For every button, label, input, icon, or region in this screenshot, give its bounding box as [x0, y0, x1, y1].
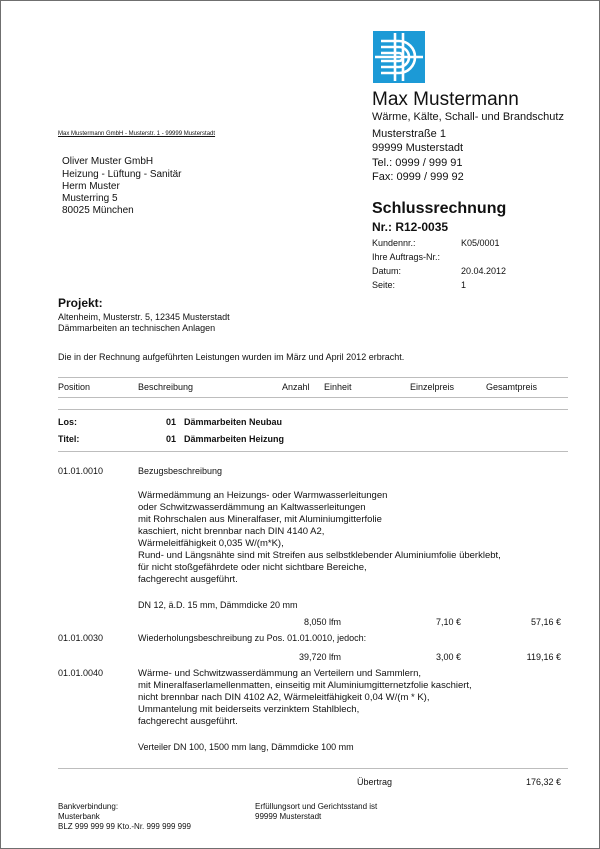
recipient-line-4: Musterring 5 [62, 193, 118, 204]
group-top-rule [58, 409, 568, 410]
company-street: Musterstraße 1 [372, 128, 446, 140]
recipient-line-1: Oliver Muster GmbH [62, 156, 154, 167]
recipient-line-3: Herm Muster [62, 181, 120, 192]
recipient-line-2: Heizung - Lüftung - Sanitär [62, 169, 182, 180]
item-1-title: Bezugsbeschreibung [138, 466, 223, 476]
group-bottom-rule [58, 451, 568, 452]
item-2-title: Wiederholungsbeschreibung zu Pos. 01.01.0010, jedoch: [138, 633, 367, 643]
invoice-number: Nr.: R12-0035 [372, 220, 449, 234]
field-value-date: 20.04.2012 [461, 266, 507, 276]
los-label: Los: [58, 417, 77, 427]
company-city: 99999 Musterstadt [372, 142, 464, 154]
field-value-page: 1 [461, 280, 467, 290]
col-header-position: Position [58, 382, 91, 392]
recipient-line-5: 80025 München [62, 205, 134, 216]
field-value-customer-no: K05/0001 [461, 238, 500, 248]
table-header-top-rule [58, 377, 568, 378]
titel-text: Dämmarbeiten Heizung [184, 434, 285, 444]
item-3-description: Wärme- und Schwitzwasserdämmung an Verteilern und Sammlern, mit Mineralfaserlamellenmatten, einseitig mit Aluminiumgitternetzfolie kaschiert, nicht brennbar nach DIN 4102 A2, Wärmeleitfähigkeit 0,04 W/(m * K), Ummantelung mit beiderseits verzinktem Stahlblech, fachgerecht ausgeführt. [138, 668, 472, 727]
carry-rule [58, 768, 568, 769]
company-tel: Tel.: 0999 / 999 91 [372, 157, 463, 169]
field-label-date: Datum: [372, 266, 402, 276]
carry-value: 176,32 € [525, 777, 561, 787]
sender-line: Max Mustermann GmbH - Musterstr. 1 - 99999 Musterstadt [58, 131, 216, 137]
titel-code: 01 [166, 434, 177, 444]
company-logo-icon [373, 31, 425, 83]
item-3-spec: Verteiler DN 100, 1500 mm lang, Dämmdicke 100 mm [138, 742, 354, 752]
item-1-position: 01.01.0010 [58, 466, 104, 476]
item-2-quantity: 39,720 lfm [298, 652, 341, 662]
company-tagline: Wärme, Kälte, Schall- und Brandschutz [372, 111, 564, 123]
field-label-customer-no: Kundennr.: [372, 238, 416, 248]
invoice-title: Schlussrechnung [372, 200, 507, 217]
item-2-unit-price: 3,00 € [435, 652, 461, 662]
item-3-position: 01.01.0040 [58, 668, 104, 678]
item-1-description: Wärmedämmung an Heizungs- oder Warmwasserleitungen oder Schwitzwasserdämmung an Kaltwasserleitungen mit Rohrschalen aus Mineralfaser, mit Aluminiumgitterfolie kaschiert, nicht brennbar nach DIN 4140 A2, Wärmeleitfähigkeit 0,035 W/(m*K), Rund- und Längsnähte sind mit Streifen aus selbstklebender Aluminiumfolie überklebt, für nicht stoßgefährdete oder nicht sichtbare Bereiche, fachgerecht ausgeführt. [138, 490, 501, 585]
los-text: Dämmarbeiten Neubau [184, 417, 283, 427]
footer-bank: Bankverbindung: Musterbank BLZ 999 999 99 Kto.-Nr. 999 999 999 [58, 802, 191, 831]
project-line-1: Altenheim, Musterstr. 5, 12345 Musterstadt [58, 312, 230, 322]
logo-graphic [373, 31, 425, 83]
col-header-quantity: Anzahl [282, 382, 310, 392]
col-header-unit-price: Einzelpreis [410, 382, 455, 392]
footer-place: Erfüllungsort und Gerichtsstand ist 99999 Musterstadt [255, 802, 378, 821]
col-header-description: Beschreibung [138, 382, 194, 392]
intro-text: Die in der Rechnung aufgeführten Leistungen wurden im März und April 2012 erbracht. [58, 352, 405, 362]
los-code: 01 [166, 417, 177, 427]
company-name: Max Mustermann [372, 89, 519, 110]
carry-label: Übertrag [357, 777, 393, 787]
item-1-unit-price: 7,10 € [435, 617, 461, 627]
item-1-total: 57,16 € [530, 617, 561, 627]
field-label-order-no: Ihre Auftrags-Nr.: [372, 252, 441, 262]
col-header-unit: Einheit [324, 382, 352, 392]
item-1-quantity: 8,050 lfm [303, 617, 341, 627]
col-header-total-price: Gesamtpreis [486, 382, 538, 392]
titel-label: Titel: [58, 434, 80, 444]
project-line-2: Dämmarbeiten an technischen Anlagen [58, 323, 216, 333]
item-2-total: 119,16 € [526, 652, 561, 662]
company-fax: Fax: 0999 / 999 92 [372, 171, 464, 183]
item-2-position: 01.01.0030 [58, 633, 104, 643]
field-label-page: Seite: [372, 280, 396, 290]
table-header-bottom-rule [58, 397, 568, 398]
item-1-spec: DN 12, ä.D. 15 mm, Dämmdicke 20 mm [138, 600, 298, 610]
project-heading: Projekt: [58, 296, 103, 310]
